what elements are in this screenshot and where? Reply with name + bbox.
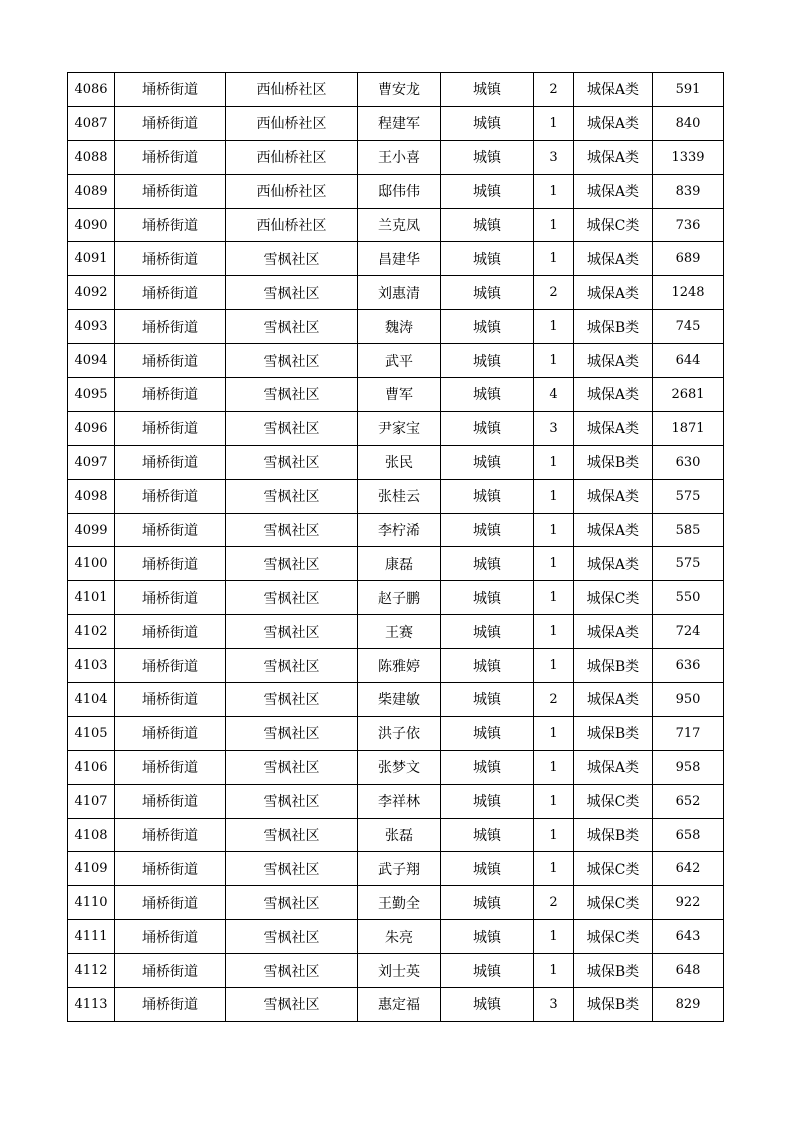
table-row bbox=[68, 513, 724, 547]
person-name-cell: 刘惠清 bbox=[358, 276, 441, 310]
record-number-cell: 4094 bbox=[68, 344, 115, 378]
person-name-cell: 李祥林 bbox=[358, 784, 441, 818]
community-cell: 西仙桥社区 bbox=[226, 73, 358, 107]
person-name-cell: 武子翔 bbox=[358, 852, 441, 886]
person-name-cell: 李柠浠 bbox=[358, 513, 441, 547]
household-size-cell: 3 bbox=[534, 140, 574, 174]
record-number-cell: 4105 bbox=[68, 716, 115, 750]
amount-cell: 958 bbox=[653, 750, 724, 784]
household-size-cell: 1 bbox=[534, 784, 574, 818]
table-row bbox=[68, 784, 724, 818]
table-row bbox=[68, 988, 724, 1022]
street-cell: 埇桥街道 bbox=[115, 513, 226, 547]
record-number-cell: 4102 bbox=[68, 615, 115, 649]
area-type-cell: 城镇 bbox=[441, 818, 534, 852]
category-cell: 城保B类 bbox=[574, 310, 653, 344]
area-type-cell: 城镇 bbox=[441, 581, 534, 615]
category-cell: 城保C类 bbox=[574, 581, 653, 615]
household-size-cell: 1 bbox=[534, 852, 574, 886]
person-name-cell: 武平 bbox=[358, 344, 441, 378]
record-number-cell: 4086 bbox=[68, 73, 115, 107]
person-name-cell: 刘士英 bbox=[358, 954, 441, 988]
community-cell: 雪枫社区 bbox=[226, 479, 358, 513]
record-number-cell: 4092 bbox=[68, 276, 115, 310]
amount-cell: 575 bbox=[653, 479, 724, 513]
category-cell: 城保B类 bbox=[574, 988, 653, 1022]
person-name-cell: 康磊 bbox=[358, 547, 441, 581]
record-number-cell: 4107 bbox=[68, 784, 115, 818]
street-cell: 埇桥街道 bbox=[115, 852, 226, 886]
table-row bbox=[68, 581, 724, 615]
community-cell: 雪枫社区 bbox=[226, 818, 358, 852]
amount-cell: 829 bbox=[653, 988, 724, 1022]
person-name-cell: 赵子鹏 bbox=[358, 581, 441, 615]
street-cell: 埇桥街道 bbox=[115, 920, 226, 954]
record-number-cell: 4096 bbox=[68, 411, 115, 445]
amount-cell: 550 bbox=[653, 581, 724, 615]
person-name-cell: 尹家宝 bbox=[358, 411, 441, 445]
community-cell: 雪枫社区 bbox=[226, 920, 358, 954]
category-cell: 城保A类 bbox=[574, 615, 653, 649]
community-cell: 雪枫社区 bbox=[226, 852, 358, 886]
table-row bbox=[68, 649, 724, 683]
area-type-cell: 城镇 bbox=[441, 208, 534, 242]
category-cell: 城保C类 bbox=[574, 784, 653, 818]
record-number-cell: 4103 bbox=[68, 649, 115, 683]
amount-cell: 736 bbox=[653, 208, 724, 242]
amount-cell: 1248 bbox=[653, 276, 724, 310]
table-row bbox=[68, 954, 724, 988]
record-number-cell: 4108 bbox=[68, 818, 115, 852]
person-name-cell: 柴建敏 bbox=[358, 683, 441, 717]
household-size-cell: 1 bbox=[534, 920, 574, 954]
household-size-cell: 1 bbox=[534, 649, 574, 683]
street-cell: 埇桥街道 bbox=[115, 716, 226, 750]
household-size-cell: 1 bbox=[534, 716, 574, 750]
street-cell: 埇桥街道 bbox=[115, 649, 226, 683]
community-cell: 雪枫社区 bbox=[226, 445, 358, 479]
table-row bbox=[68, 174, 724, 208]
person-name-cell: 曹军 bbox=[358, 378, 441, 412]
person-name-cell: 张磊 bbox=[358, 818, 441, 852]
community-cell: 雪枫社区 bbox=[226, 784, 358, 818]
record-number-cell: 4088 bbox=[68, 140, 115, 174]
amount-cell: 644 bbox=[653, 344, 724, 378]
household-size-cell: 2 bbox=[534, 886, 574, 920]
amount-cell: 950 bbox=[653, 683, 724, 717]
street-cell: 埇桥街道 bbox=[115, 73, 226, 107]
area-type-cell: 城镇 bbox=[441, 683, 534, 717]
table-row bbox=[68, 716, 724, 750]
amount-cell: 724 bbox=[653, 615, 724, 649]
table-row bbox=[68, 106, 724, 140]
table-row bbox=[68, 445, 724, 479]
person-name-cell: 昌建华 bbox=[358, 242, 441, 276]
area-type-cell: 城镇 bbox=[441, 513, 534, 547]
community-cell: 雪枫社区 bbox=[226, 378, 358, 412]
community-cell: 雪枫社区 bbox=[226, 242, 358, 276]
person-name-cell: 邸伟伟 bbox=[358, 174, 441, 208]
record-number-cell: 4110 bbox=[68, 886, 115, 920]
category-cell: 城保A类 bbox=[574, 276, 653, 310]
category-cell: 城保A类 bbox=[574, 547, 653, 581]
community-cell: 雪枫社区 bbox=[226, 954, 358, 988]
table-row bbox=[68, 344, 724, 378]
record-number-cell: 4101 bbox=[68, 581, 115, 615]
person-name-cell: 洪子依 bbox=[358, 716, 441, 750]
category-cell: 城保A类 bbox=[574, 513, 653, 547]
record-number-cell: 4106 bbox=[68, 750, 115, 784]
street-cell: 埇桥街道 bbox=[115, 547, 226, 581]
household-size-cell: 3 bbox=[534, 411, 574, 445]
table-row bbox=[68, 479, 724, 513]
person-name-cell: 王小喜 bbox=[358, 140, 441, 174]
category-cell: 城保A类 bbox=[574, 242, 653, 276]
table-row bbox=[68, 411, 724, 445]
category-cell: 城保B类 bbox=[574, 445, 653, 479]
table-row bbox=[68, 140, 724, 174]
household-size-cell: 1 bbox=[534, 479, 574, 513]
amount-cell: 745 bbox=[653, 310, 724, 344]
area-type-cell: 城镇 bbox=[441, 445, 534, 479]
amount-cell: 591 bbox=[653, 73, 724, 107]
community-cell: 西仙桥社区 bbox=[226, 140, 358, 174]
record-number-cell: 4099 bbox=[68, 513, 115, 547]
community-cell: 西仙桥社区 bbox=[226, 174, 358, 208]
category-cell: 城保C类 bbox=[574, 920, 653, 954]
amount-cell: 648 bbox=[653, 954, 724, 988]
category-cell: 城保A类 bbox=[574, 411, 653, 445]
area-type-cell: 城镇 bbox=[441, 920, 534, 954]
category-cell: 城保A类 bbox=[574, 174, 653, 208]
street-cell: 埇桥街道 bbox=[115, 140, 226, 174]
table-row bbox=[68, 750, 724, 784]
area-type-cell: 城镇 bbox=[441, 784, 534, 818]
record-number-cell: 4113 bbox=[68, 988, 115, 1022]
record-number-cell: 4100 bbox=[68, 547, 115, 581]
household-size-cell: 1 bbox=[534, 445, 574, 479]
table-row bbox=[68, 615, 724, 649]
amount-cell: 840 bbox=[653, 106, 724, 140]
category-cell: 城保B类 bbox=[574, 954, 653, 988]
amount-cell: 1871 bbox=[653, 411, 724, 445]
amount-cell: 575 bbox=[653, 547, 724, 581]
household-size-cell: 1 bbox=[534, 174, 574, 208]
household-size-cell: 3 bbox=[534, 988, 574, 1022]
household-size-cell: 1 bbox=[534, 750, 574, 784]
amount-cell: 636 bbox=[653, 649, 724, 683]
household-size-cell: 2 bbox=[534, 73, 574, 107]
street-cell: 埇桥街道 bbox=[115, 106, 226, 140]
amount-cell: 643 bbox=[653, 920, 724, 954]
street-cell: 埇桥街道 bbox=[115, 683, 226, 717]
area-type-cell: 城镇 bbox=[441, 547, 534, 581]
category-cell: 城保C类 bbox=[574, 852, 653, 886]
person-name-cell: 朱亮 bbox=[358, 920, 441, 954]
household-size-cell: 1 bbox=[534, 344, 574, 378]
community-cell: 雪枫社区 bbox=[226, 581, 358, 615]
category-cell: 城保B类 bbox=[574, 716, 653, 750]
area-type-cell: 城镇 bbox=[441, 649, 534, 683]
street-cell: 埇桥街道 bbox=[115, 479, 226, 513]
person-name-cell: 惠定福 bbox=[358, 988, 441, 1022]
community-cell: 雪枫社区 bbox=[226, 649, 358, 683]
community-cell: 雪枫社区 bbox=[226, 547, 358, 581]
person-name-cell: 张民 bbox=[358, 445, 441, 479]
table-row bbox=[68, 208, 724, 242]
household-size-cell: 1 bbox=[534, 818, 574, 852]
table-row bbox=[68, 852, 724, 886]
community-cell: 雪枫社区 bbox=[226, 716, 358, 750]
household-size-cell: 1 bbox=[534, 954, 574, 988]
record-number-cell: 4112 bbox=[68, 954, 115, 988]
records-table-body bbox=[68, 73, 724, 1022]
table-row bbox=[68, 886, 724, 920]
household-size-cell: 1 bbox=[534, 106, 574, 140]
amount-cell: 630 bbox=[653, 445, 724, 479]
category-cell: 城保A类 bbox=[574, 750, 653, 784]
area-type-cell: 城镇 bbox=[441, 378, 534, 412]
record-number-cell: 4091 bbox=[68, 242, 115, 276]
community-cell: 雪枫社区 bbox=[226, 988, 358, 1022]
table-row bbox=[68, 276, 724, 310]
street-cell: 埇桥街道 bbox=[115, 242, 226, 276]
amount-cell: 658 bbox=[653, 818, 724, 852]
street-cell: 埇桥街道 bbox=[115, 954, 226, 988]
street-cell: 埇桥街道 bbox=[115, 344, 226, 378]
area-type-cell: 城镇 bbox=[441, 615, 534, 649]
street-cell: 埇桥街道 bbox=[115, 378, 226, 412]
person-name-cell: 魏涛 bbox=[358, 310, 441, 344]
record-number-cell: 4104 bbox=[68, 683, 115, 717]
community-cell: 雪枫社区 bbox=[226, 513, 358, 547]
amount-cell: 585 bbox=[653, 513, 724, 547]
record-number-cell: 4089 bbox=[68, 174, 115, 208]
amount-cell: 689 bbox=[653, 242, 724, 276]
person-name-cell: 王赛 bbox=[358, 615, 441, 649]
person-name-cell: 程建军 bbox=[358, 106, 441, 140]
area-type-cell: 城镇 bbox=[441, 954, 534, 988]
record-number-cell: 4097 bbox=[68, 445, 115, 479]
record-number-cell: 4095 bbox=[68, 378, 115, 412]
area-type-cell: 城镇 bbox=[441, 310, 534, 344]
household-size-cell: 2 bbox=[534, 276, 574, 310]
street-cell: 埇桥街道 bbox=[115, 174, 226, 208]
amount-cell: 642 bbox=[653, 852, 724, 886]
street-cell: 埇桥街道 bbox=[115, 411, 226, 445]
street-cell: 埇桥街道 bbox=[115, 208, 226, 242]
amount-cell: 2681 bbox=[653, 378, 724, 412]
category-cell: 城保A类 bbox=[574, 344, 653, 378]
street-cell: 埇桥街道 bbox=[115, 750, 226, 784]
area-type-cell: 城镇 bbox=[441, 716, 534, 750]
record-number-cell: 4087 bbox=[68, 106, 115, 140]
record-number-cell: 4098 bbox=[68, 479, 115, 513]
person-name-cell: 张梦文 bbox=[358, 750, 441, 784]
category-cell: 城保B类 bbox=[574, 818, 653, 852]
area-type-cell: 城镇 bbox=[441, 344, 534, 378]
household-size-cell: 2 bbox=[534, 683, 574, 717]
community-cell: 雪枫社区 bbox=[226, 886, 358, 920]
table-row bbox=[68, 378, 724, 412]
table-row bbox=[68, 242, 724, 276]
street-cell: 埇桥街道 bbox=[115, 276, 226, 310]
person-name-cell: 曹安龙 bbox=[358, 73, 441, 107]
person-name-cell: 张桂云 bbox=[358, 479, 441, 513]
area-type-cell: 城镇 bbox=[441, 852, 534, 886]
record-number-cell: 4090 bbox=[68, 208, 115, 242]
household-size-cell: 1 bbox=[534, 208, 574, 242]
street-cell: 埇桥街道 bbox=[115, 581, 226, 615]
household-size-cell: 1 bbox=[534, 310, 574, 344]
community-cell: 雪枫社区 bbox=[226, 750, 358, 784]
street-cell: 埇桥街道 bbox=[115, 818, 226, 852]
community-cell: 西仙桥社区 bbox=[226, 208, 358, 242]
area-type-cell: 城镇 bbox=[441, 988, 534, 1022]
category-cell: 城保A类 bbox=[574, 73, 653, 107]
person-name-cell: 王勤全 bbox=[358, 886, 441, 920]
record-number-cell: 4093 bbox=[68, 310, 115, 344]
community-cell: 雪枫社区 bbox=[226, 683, 358, 717]
street-cell: 埇桥街道 bbox=[115, 988, 226, 1022]
area-type-cell: 城镇 bbox=[441, 276, 534, 310]
amount-cell: 717 bbox=[653, 716, 724, 750]
area-type-cell: 城镇 bbox=[441, 886, 534, 920]
area-type-cell: 城镇 bbox=[441, 174, 534, 208]
household-size-cell: 1 bbox=[534, 615, 574, 649]
area-type-cell: 城镇 bbox=[441, 750, 534, 784]
street-cell: 埇桥街道 bbox=[115, 784, 226, 818]
street-cell: 埇桥街道 bbox=[115, 445, 226, 479]
table-row bbox=[68, 818, 724, 852]
community-cell: 雪枫社区 bbox=[226, 615, 358, 649]
area-type-cell: 城镇 bbox=[441, 106, 534, 140]
table-row bbox=[68, 683, 724, 717]
amount-cell: 652 bbox=[653, 784, 724, 818]
community-cell: 雪枫社区 bbox=[226, 411, 358, 445]
category-cell: 城保A类 bbox=[574, 140, 653, 174]
category-cell: 城保C类 bbox=[574, 886, 653, 920]
community-cell: 雪枫社区 bbox=[226, 344, 358, 378]
record-number-cell: 4111 bbox=[68, 920, 115, 954]
category-cell: 城保A类 bbox=[574, 683, 653, 717]
table-row bbox=[68, 73, 724, 107]
area-type-cell: 城镇 bbox=[441, 73, 534, 107]
amount-cell: 922 bbox=[653, 886, 724, 920]
street-cell: 埇桥街道 bbox=[115, 886, 226, 920]
community-cell: 雪枫社区 bbox=[226, 310, 358, 344]
table-row bbox=[68, 547, 724, 581]
area-type-cell: 城镇 bbox=[441, 479, 534, 513]
category-cell: 城保A类 bbox=[574, 378, 653, 412]
amount-cell: 1339 bbox=[653, 140, 724, 174]
records-table bbox=[67, 72, 724, 1022]
street-cell: 埇桥街道 bbox=[115, 615, 226, 649]
record-number-cell: 4109 bbox=[68, 852, 115, 886]
household-size-cell: 1 bbox=[534, 547, 574, 581]
community-cell: 西仙桥社区 bbox=[226, 106, 358, 140]
area-type-cell: 城镇 bbox=[441, 140, 534, 174]
category-cell: 城保A类 bbox=[574, 479, 653, 513]
household-size-cell: 1 bbox=[534, 513, 574, 547]
household-size-cell: 1 bbox=[534, 581, 574, 615]
category-cell: 城保B类 bbox=[574, 649, 653, 683]
community-cell: 雪枫社区 bbox=[226, 276, 358, 310]
person-name-cell: 兰克凤 bbox=[358, 208, 441, 242]
household-size-cell: 4 bbox=[534, 378, 574, 412]
table-row bbox=[68, 310, 724, 344]
category-cell: 城保A类 bbox=[574, 106, 653, 140]
amount-cell: 839 bbox=[653, 174, 724, 208]
street-cell: 埇桥街道 bbox=[115, 310, 226, 344]
area-type-cell: 城镇 bbox=[441, 242, 534, 276]
area-type-cell: 城镇 bbox=[441, 411, 534, 445]
person-name-cell: 陈雅婷 bbox=[358, 649, 441, 683]
category-cell: 城保C类 bbox=[574, 208, 653, 242]
household-size-cell: 1 bbox=[534, 242, 574, 276]
table-row bbox=[68, 920, 724, 954]
